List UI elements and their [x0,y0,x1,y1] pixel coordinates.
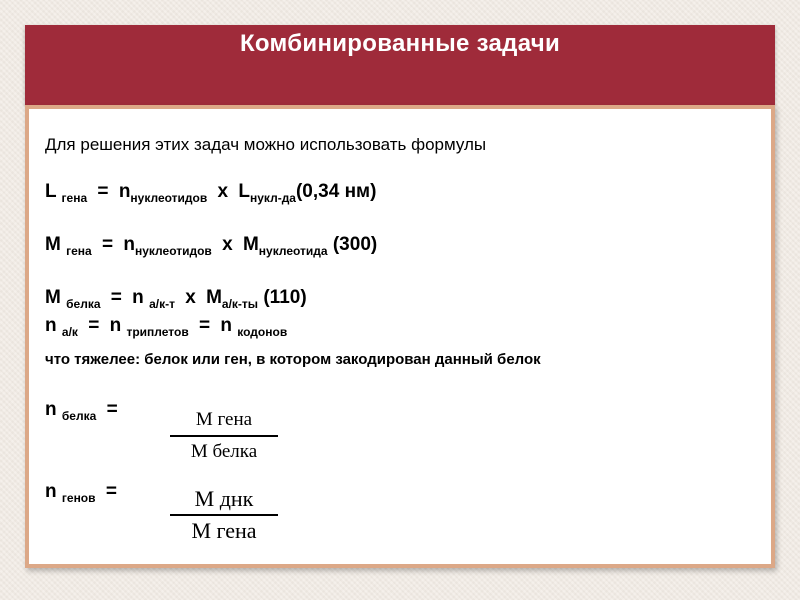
formula-subscript: а/к [61,325,78,339]
formula-symbol: n [118,181,131,202]
formula-symbol: n [220,315,232,336]
fraction-denominator: M гена [191,518,257,543]
intro-text: Для решения этих задач можно использовать формулы [45,135,487,154]
formula-subscript: нукл-да [250,191,296,205]
formula-symbol: n [123,234,135,255]
multiply-sign: х [222,234,233,255]
formula-subscript: нуклеотидов [130,191,208,205]
formula-symbol: n [45,481,57,502]
gene-length-formula [45,181,376,203]
formula-subscript: нуклеотида [258,244,328,258]
formula-subscript: генов [61,491,96,505]
formula-symbol: n [132,287,144,308]
formula-value: (0,34 нм) [295,181,377,202]
formula-subscript: нуклеотидов [134,244,212,258]
formula-symbol: L [45,181,57,202]
protein-mass-formula [45,287,307,309]
formula-symbol: M [45,234,61,255]
gene-mass-formula [45,234,377,256]
formula-subscript: а/к-ты [221,297,259,311]
equals-sign: = [105,481,117,502]
multiply-sign: х [217,181,229,202]
formula-symbol: M [45,287,61,308]
protein-count-label [45,399,123,421]
formula-subscript: а/к-т [149,297,175,311]
fraction-numerator: M гена [195,409,253,430]
slide-title: Комбинированные задачи [239,30,561,57]
formula-value: (300) [332,234,378,255]
equals-sign: = [101,234,114,255]
fraction-denominator: M белка [190,441,258,462]
formula-symbol: L [238,181,250,202]
equals-sign: = [110,287,122,308]
formula-subscript: гена [61,191,88,205]
question-text: что тяжелее: белок или ген, в котором закодирован данный белок [45,351,541,368]
equals-sign: = [199,315,211,336]
equals-sign: = [106,399,118,420]
formula-subscript: кодонов [237,325,288,339]
gene-count-fraction [170,484,278,546]
multiply-sign: х [185,287,196,308]
equals-sign: = [88,315,100,336]
fraction-numerator: M днк [194,486,254,511]
amino-acid-count-formula [45,315,287,337]
equals-sign: = [97,181,109,202]
formula-symbol: M [242,234,259,255]
formula-symbol: n [109,315,122,336]
formula-symbol: n [45,399,57,420]
formula-subscript: триплетов [126,325,189,339]
formula-symbol: M [206,287,222,308]
formula-value: (110) [263,287,307,308]
formula-subscript: белка [61,409,97,423]
gene-count-label [45,481,122,503]
formula-symbol: n [45,315,57,336]
formula-subscript: белка [66,297,101,311]
formula-subscript: гена [66,244,92,258]
protein-count-fraction [170,405,278,467]
